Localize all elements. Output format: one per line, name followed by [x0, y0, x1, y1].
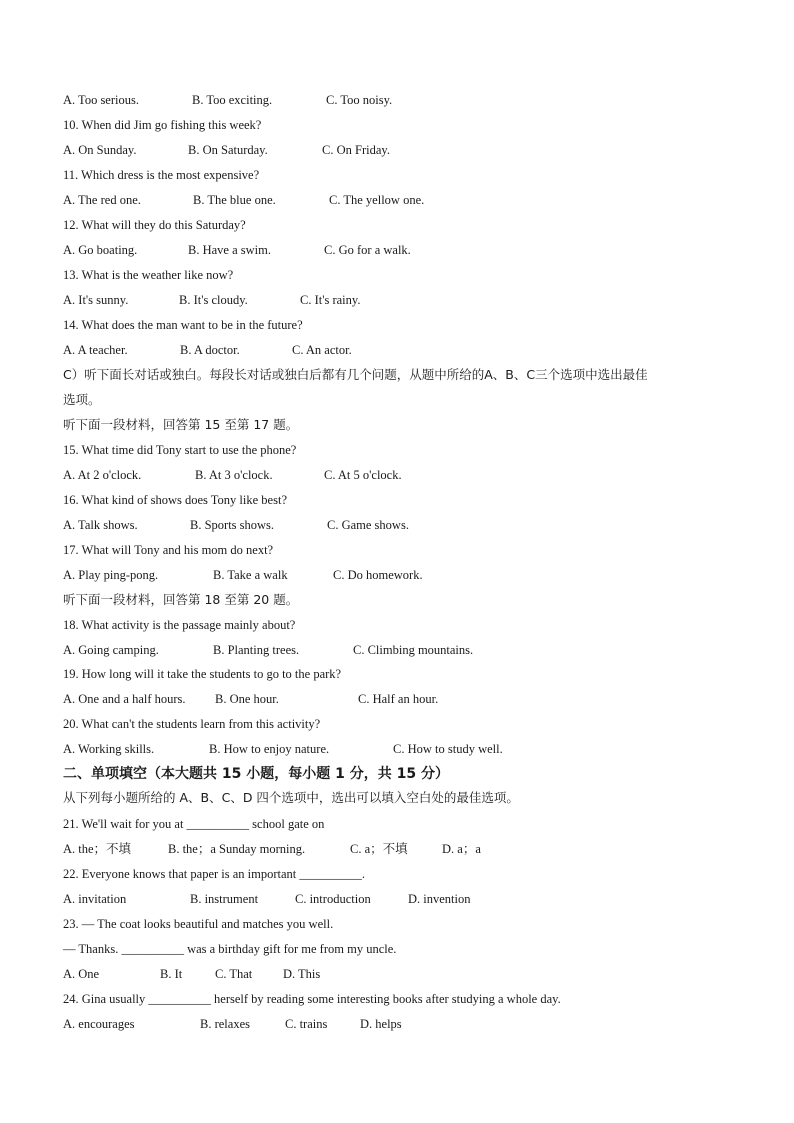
answer-option: C. introduction [295, 892, 371, 906]
answer-option: B. the；a Sunday morning. [168, 842, 306, 856]
answer-options [63, 841, 763, 857]
answer-option: B. At 3 o'clock. [195, 468, 273, 482]
answer-options [63, 342, 763, 358]
answer-options [63, 691, 763, 707]
question-text: 16. What kind of shows does Tony like best? [63, 493, 287, 507]
question-text: — Thanks. __________ was a birthday gift for me from my uncle. [63, 942, 397, 956]
answer-option: B. Too exciting. [192, 93, 273, 107]
answer-option: A. It's sunny. [63, 293, 129, 307]
answer-option: A. The red one. [63, 193, 141, 207]
answer-options [63, 1016, 763, 1032]
question-text: 18. What activity is the passage mainly about? [63, 618, 296, 632]
answer-options [63, 517, 763, 533]
answer-options [63, 292, 763, 308]
instruction-text: 选项。 [63, 392, 101, 407]
answer-options [63, 567, 763, 583]
question-text: 11. Which dress is the most expensive? [63, 168, 260, 182]
question-text: 24. Gina usually __________ herself by reading some interesting books after studying a whole day. [63, 992, 561, 1006]
answer-option: C. At 5 o'clock. [324, 468, 402, 482]
instruction-text: 听下面一段材料，回答第 18 至第 20 题。 [63, 592, 299, 607]
answer-option: C. Climbing mountains. [353, 643, 474, 657]
instruction-text: 听下面一段材料，回答第 15 至第 17 题。 [63, 417, 299, 432]
question-text: 12. What will they do this Saturday? [63, 218, 246, 232]
question-text: 20. What can't the students learn from this activity? [63, 717, 321, 731]
answer-option: A. encourages [63, 1017, 135, 1031]
answer-option: A. invitation [63, 892, 127, 906]
answer-option: A. Talk shows. [63, 518, 138, 532]
question-text: 21. We'll wait for you at __________ school gate on [63, 817, 325, 831]
answer-option: B. Planting trees. [213, 643, 300, 657]
answer-option: B. The blue one. [193, 193, 276, 207]
answer-option: A. Go boating. [63, 243, 138, 257]
answer-options [63, 192, 763, 208]
answer-option: A. One and a half hours. [63, 692, 186, 706]
answer-option: C. It's rainy. [300, 293, 361, 307]
question-text: 23. — The coat looks beautiful and matches you well. [63, 917, 334, 931]
question-text: 19. How long will it take the students to go to the park? [63, 667, 342, 681]
instruction-text: C）听下面长对话或独白。每段长对话或独白后都有几个问题，从题中所给的A、B、C三个选项中选出最佳 [63, 367, 648, 382]
answer-option: B. relaxes [200, 1017, 250, 1031]
question-text: 17. What will Tony and his mom do next? [63, 543, 274, 557]
answer-option: C. Go for a walk. [324, 243, 411, 257]
answer-option: B. It [160, 967, 183, 981]
answer-options [63, 642, 763, 658]
answer-options [63, 966, 763, 982]
answer-option: A. Play ping-pong. [63, 568, 159, 582]
answer-option: C. Do homework. [333, 568, 423, 582]
answer-option: A. Working skills. [63, 742, 155, 756]
answer-options [63, 242, 763, 258]
answer-option: A. At 2 o'clock. [63, 468, 142, 482]
answer-option: C. That [215, 967, 253, 981]
question-text: 22. Everyone knows that paper is an important __________. [63, 867, 366, 881]
answer-option: C. How to study well. [393, 742, 503, 756]
answer-option: A. Going camping. [63, 643, 159, 657]
answer-option: A. A teacher. [63, 343, 128, 357]
question-text: 15. What time did Tony start to use the phone? [63, 443, 297, 457]
answer-option: C. Half an hour. [358, 692, 439, 706]
answer-option: B. Have a swim. [188, 243, 271, 257]
answer-option: B. Sports shows. [190, 518, 275, 532]
answer-option: B. instrument [190, 892, 259, 906]
answer-option: D. helps [360, 1017, 402, 1031]
answer-option: B. A doctor. [180, 343, 240, 357]
section-heading: 二、单项填空（本大题共 15 小题，每小题 1 分，共 15 分） [63, 766, 449, 782]
answer-options [63, 92, 763, 108]
answer-option: C. An actor. [292, 343, 352, 357]
answer-option: B. On Saturday. [188, 143, 268, 157]
answer-option: C. a；不填 [350, 842, 408, 856]
answer-option: B. How to enjoy nature. [209, 742, 330, 756]
answer-option: C. On Friday. [322, 143, 390, 157]
instruction-text: 从下列每小题所给的 A、B、C、D 四个选项中，选出可以填入空白处的最佳选项。 [63, 790, 519, 805]
answer-options [63, 741, 763, 757]
answer-option: A. One [63, 967, 100, 981]
answer-option: C. Game shows. [327, 518, 409, 532]
answer-option: B. One hour. [215, 692, 279, 706]
question-text: 14. What does the man want to be in the future? [63, 318, 303, 332]
answer-options [63, 142, 763, 158]
answer-options [63, 891, 763, 907]
answer-option: A. the；不填 [63, 842, 132, 856]
answer-option: A. On Sunday. [63, 143, 137, 157]
answer-option: C. trains [285, 1017, 328, 1031]
answer-options [63, 467, 763, 483]
answer-option: D. a；a [442, 842, 481, 856]
question-text: 13. What is the weather like now? [63, 268, 234, 282]
answer-option: A. Too serious. [63, 93, 139, 107]
answer-option: C. Too noisy. [326, 93, 393, 107]
answer-option: C. The yellow one. [329, 193, 425, 207]
answer-option: B. Take a walk [213, 568, 288, 582]
answer-option: B. It's cloudy. [179, 293, 248, 307]
question-text: 10. When did Jim go fishing this week? [63, 118, 262, 132]
answer-option: D. invention [408, 892, 471, 906]
answer-option: D. This [283, 967, 321, 981]
